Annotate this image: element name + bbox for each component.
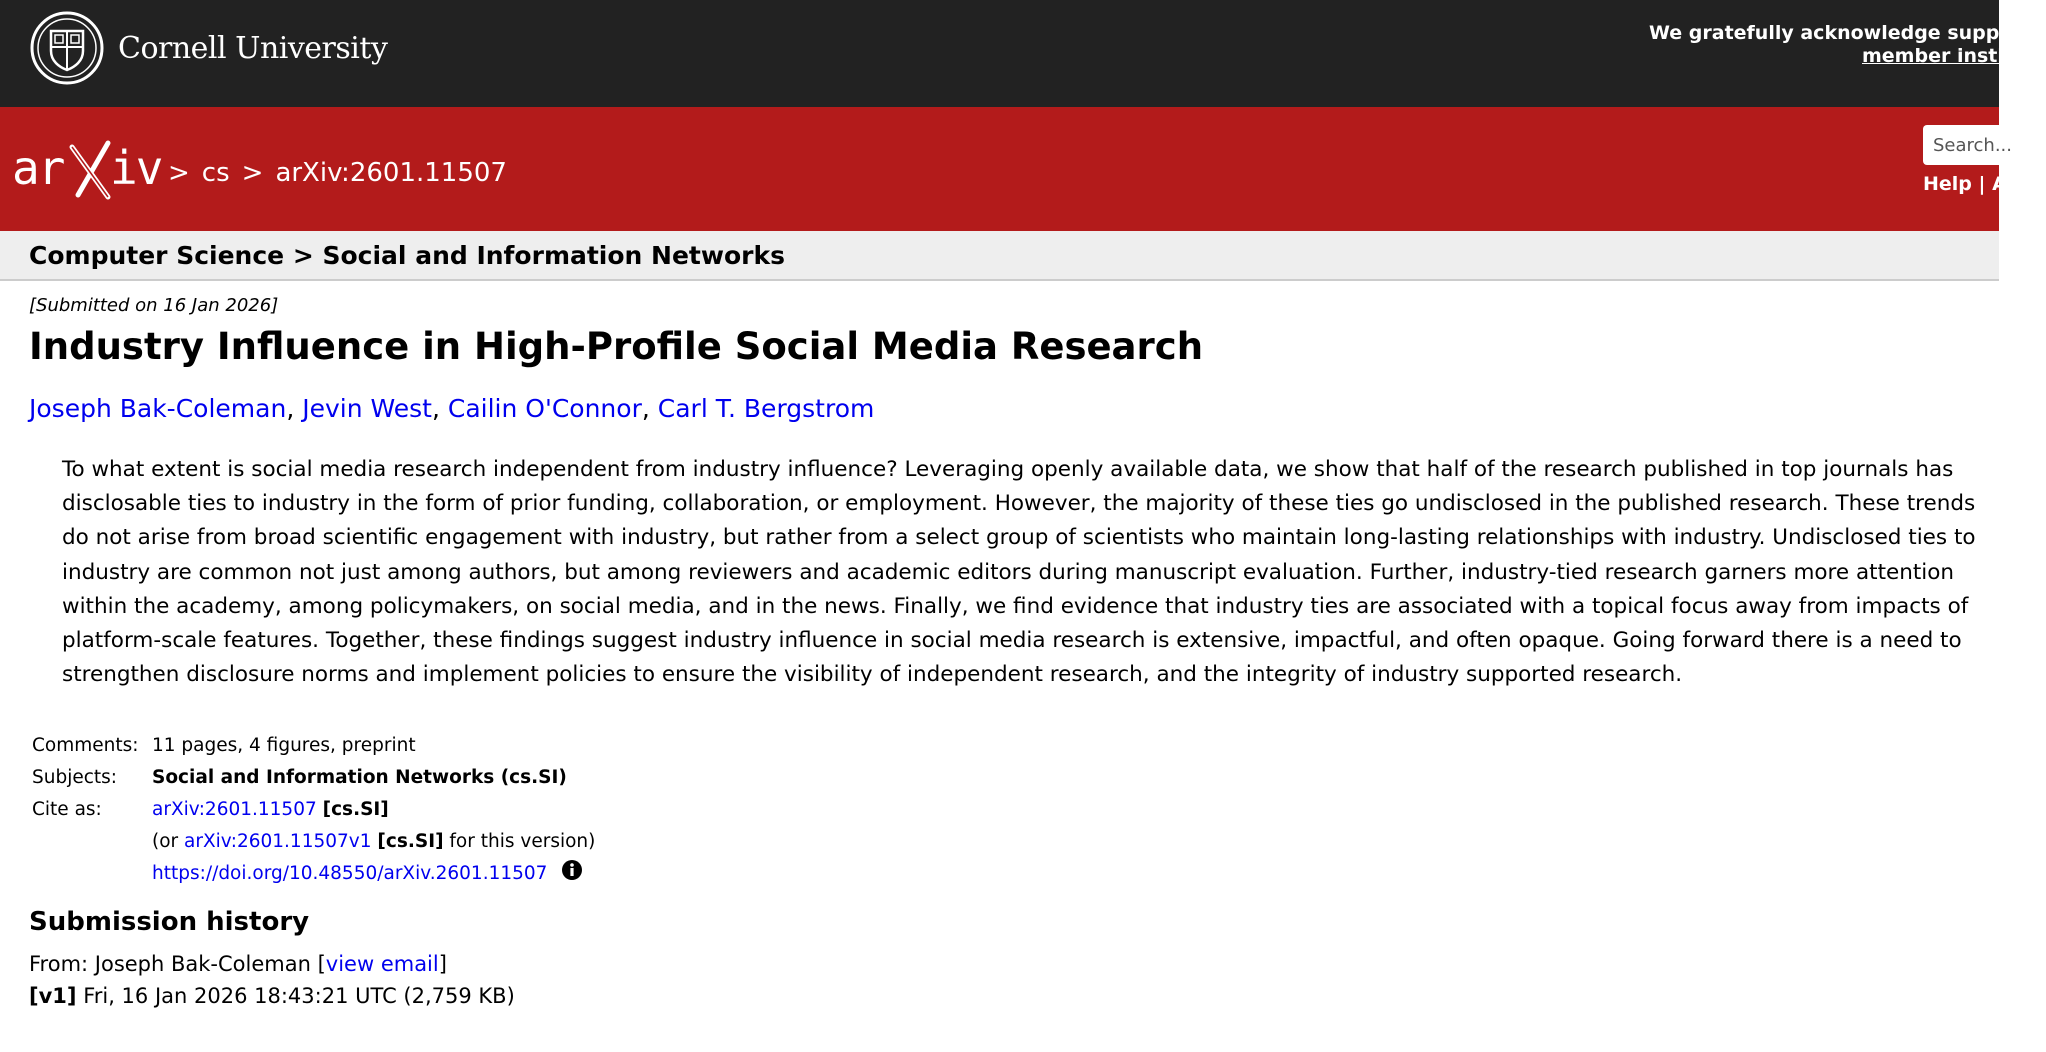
paper-title: Industry Influence in High-Profile Social Media Research [29,325,1204,368]
acknowledgement [1639,22,2046,68]
submission-from [29,948,515,980]
doi-link[interactable]: https://doi.org/10.48550/arXiv.2601.11507 [152,863,548,884]
cornell-name: Cornell University [118,30,388,66]
doi-row [32,858,595,890]
author-link[interactable]: Cailin O'Connor [447,394,642,423]
arxiv-logo[interactable] [12,137,162,203]
subject-bar [0,231,1999,281]
from-suffix: ] [438,952,447,976]
cite-version-row [32,826,595,858]
breadcrumb-sep: > [168,158,190,188]
from-text: From: Joseph Bak-Coleman [ [29,952,326,976]
arxiv-logo-icon [12,137,162,203]
metadata-table [32,730,595,890]
search-input[interactable] [1923,125,2013,165]
svg-text:ar: ar [12,141,64,195]
version-category: [cs.SI] [377,831,444,852]
submission-history [29,948,515,1012]
view-email-link[interactable]: view email [325,952,439,976]
submission-history-heading: Submission history [29,907,310,937]
breadcrumb-cs[interactable]: cs [201,158,230,188]
breadcrumb-paper-id: arXiv:2601.11507 [275,158,507,188]
author-separator: , [641,394,650,423]
cornell-logo[interactable] [30,11,387,85]
subjects-value: Social and Information Networks (cs.SI) [152,767,567,788]
cornell-header [0,0,2046,107]
help-separator: | [1978,173,1986,195]
comments-label: Comments: [32,735,139,756]
comments-value: 11 pages, 4 figures, preprint [152,735,416,756]
version-entry [29,980,515,1012]
version-date: Fri, 16 Jan 2026 18:43:21 UTC (2,759 KB) [83,984,515,1008]
subjects-label: Subjects: [32,767,118,788]
or-prefix: (or [152,831,179,852]
cite-category: [cs.SI] [322,799,389,820]
subject-heading: Computer Science > Social and Information Networks [29,241,785,270]
abstract: To what extent is social media research independent from industry influence? Leveraging openly available data, we show that half of the research published in top journals has disclosable ties to industry in the form of prior funding, collaboration, or employment. However, the majority of these ties go undisclosed in the published research. These trends do not arise from broad scientific engagement with industry, but rather from a select group of scientists who maintain long-lasting relationships with industry. Undisclosed ties to industry are common not just among authors, but among reviewers and academic editors during manuscript evaluation. Further, industry-tied research garners more attention within the academy, among policymakers, on social media, and in the news. Finally, we find evidence that industry ties are associated with a topical focus away from impacts of platform-scale features. Together, these findings suggest industry influence in social media research is extensive, impactful, and often opaque. Going forward there is a need to strengthen disclosure norms and implement policies to ensure the visibility of independent research, and the integrity of industry supported research. [62,457,1976,688]
comments-row [32,730,595,762]
help-links [1923,173,2007,195]
author-link[interactable]: Jevin West [302,394,432,423]
author-separator: , [286,394,295,423]
cornell-seal-icon [30,11,104,85]
breadcrumb [168,158,507,188]
authors [29,394,874,423]
subjects-row [32,762,595,794]
svg-text:iv: iv [110,141,162,195]
submitted-date: [Submitted on 16 Jan 2026] [29,295,279,316]
advanced-search-link[interactable]: A [1992,173,2007,195]
cite-id-link[interactable]: arXiv:2601.11507 [152,799,317,820]
version-id-link[interactable]: arXiv:2601.11507v1 [184,831,372,852]
author-link[interactable]: Carl T. Bergstrom [657,394,875,423]
ack-text: We gratefully acknowledge support f [1649,22,2046,44]
breadcrumb-sep: > [241,158,264,188]
version-suffix: for this version) [449,831,596,852]
cite-row [32,794,595,826]
version-label[interactable]: [v1] [29,984,77,1008]
author-separator: , [431,394,440,423]
cite-label: Cite as: [32,799,102,820]
arxiv-header [0,107,2007,231]
help-link[interactable]: Help [1923,173,1972,195]
member-institutions-link[interactable]: member insti [1862,45,2004,67]
author-link[interactable]: Joseph Bak-Coleman [29,394,287,423]
info-icon[interactable] [561,859,583,881]
